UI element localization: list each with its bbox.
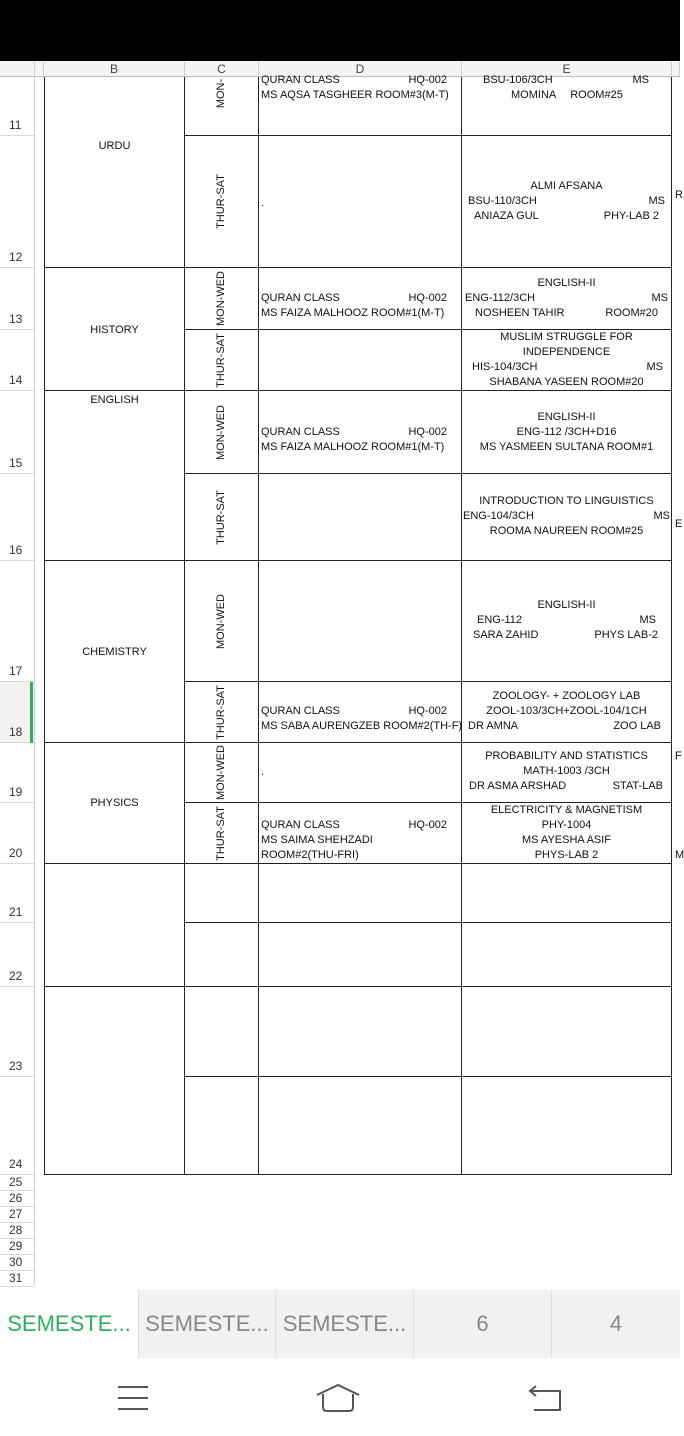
row-header-21[interactable]: 21 [0, 864, 34, 923]
cell-c-19[interactable]: MON-WED [185, 743, 259, 803]
cell-c-18[interactable]: THUR-SAT [185, 682, 259, 743]
cell-b-history[interactable] [44, 268, 185, 391]
row-header-23[interactable]: 23 [0, 987, 34, 1077]
cell-d-16[interactable] [259, 474, 462, 561]
sheet-tab-4[interactable]: 6 [414, 1290, 552, 1358]
row-header-19[interactable]: 19 [0, 743, 34, 803]
cell-d-20[interactable]: QURAN CLASS HQ-002 MS SAIMA SHEHZADI ROOM#2(THU-FRI) [259, 803, 462, 864]
cell-e-16[interactable]: INTRODUCTION TO LINGUISTICS ENG-104/3CH MS ROOMA NAUREEN ROOM#25 [462, 474, 672, 561]
cell-b-empty-21[interactable] [44, 864, 185, 987]
cell-c-15[interactable]: MON-WED [185, 391, 259, 474]
cell-e-20[interactable]: ELECTRICITY & MAGNETISM PHY-1004 MS AYESHA ASIF PHYS-LAB 2 [462, 803, 672, 864]
back-nav-button[interactable] [526, 1378, 566, 1418]
cell-e-21[interactable] [462, 864, 672, 923]
row-header-27[interactable]: 27 [0, 1207, 34, 1223]
subject-label: CHEMISTRY [82, 646, 147, 658]
cell-e-17[interactable]: ENGLISH-II ENG-112 MS SARA ZAHID PHYS LAB-2 [462, 561, 672, 682]
status-bar [0, 0, 680, 61]
row-header-25[interactable]: 25 [0, 1175, 34, 1191]
cell-c-23[interactable] [185, 987, 259, 1077]
row-header-26[interactable]: 26 [0, 1191, 34, 1207]
cell-e-24[interactable] [462, 1077, 672, 1175]
row-header-31[interactable]: 31 [0, 1271, 34, 1287]
cell-d-19[interactable]: . [259, 743, 462, 803]
cell-b-english[interactable] [44, 391, 185, 561]
cell-c-14[interactable]: THUR-SAT [185, 330, 259, 391]
cell-d-15[interactable]: QURAN CLASS HQ-002 MS FAIZA MALHOOZ ROOM#1(M-T) [259, 391, 462, 474]
cell-e-12[interactable]: ALMI AFSANA BSU-110/3CH MS ANIAZA GUL PHY-LAB 2 [462, 136, 672, 268]
cell-d-24[interactable] [259, 1077, 462, 1175]
subject-label: URDU [98, 140, 131, 152]
row-header-15[interactable]: 15 [0, 391, 34, 474]
column-header-f[interactable] [672, 61, 680, 77]
cell-d-21[interactable] [259, 864, 462, 923]
cell-e-19[interactable]: PROBABILITY AND STATISTICS MATH-1003 /3CH DR ASMA ARSHAD STAT-LAB [462, 743, 672, 803]
cell-c-21[interactable] [185, 864, 259, 923]
cell-f-20[interactable]: M [675, 849, 684, 861]
cell-f-12[interactable]: R [675, 189, 683, 201]
cell-b-empty-23[interactable] [44, 987, 185, 1175]
subject-label: ENGLISH [90, 394, 139, 406]
cell-b-physics[interactable] [44, 743, 185, 864]
subject-label: PHYSICS [90, 797, 139, 809]
column-header-b[interactable]: B [44, 61, 185, 77]
row-header-29[interactable]: 29 [0, 1239, 34, 1255]
system-navigation-bar [0, 1358, 680, 1436]
row-header-20[interactable]: 20 [0, 803, 34, 864]
cell-c-12[interactable]: THUR-SAT [185, 136, 259, 268]
cell-c-17[interactable]: MON-WED [185, 561, 259, 682]
row-header-18[interactable]: 18 [0, 682, 34, 743]
cell-f-19[interactable]: F [675, 750, 682, 762]
cell-c-24[interactable] [185, 1077, 259, 1175]
cell-b-chemistry[interactable] [44, 561, 185, 743]
cell-c-13[interactable]: MON-WED [185, 268, 259, 330]
selected-row-indicator [30, 682, 33, 743]
cell-e-11[interactable]: BSU-106/3CH MS MOMINA ROOM#25 [462, 77, 672, 136]
subject-label: HISTORY [90, 324, 139, 336]
cell-f-15[interactable]: E [675, 518, 683, 530]
cell-c-22[interactable] [185, 923, 259, 987]
sheet-tab-1[interactable]: SEMESTE... [0, 1290, 139, 1358]
cell-d-23[interactable] [259, 987, 462, 1077]
sheet-tab-2[interactable]: SEMESTE... [139, 1290, 276, 1358]
row-header-11[interactable]: 11 [0, 77, 34, 136]
cell-e-15[interactable]: ENGLISH-II ENG-112 /3CH+D16 MS YASMEEN SULTANA ROOM#1 [462, 391, 672, 474]
row-header-30[interactable]: 30 [0, 1255, 34, 1271]
sheet-tab-3[interactable]: SEMESTE... [276, 1290, 414, 1358]
cell-e-18[interactable]: ZOOLOGY- + ZOOLOGY LAB ZOOL-103/3CH+ZOOL-104/1CH DR AMNA ZOO LAB [462, 682, 672, 743]
cell-d-13[interactable]: QURAN CLASS HQ-002 MS FAIZA MALHOOZ ROOM#1(M-T) [259, 268, 462, 330]
row-header-17[interactable]: 17 [0, 561, 34, 682]
cell-b-urdu[interactable] [44, 77, 185, 268]
row-header-12[interactable]: 12 [0, 136, 34, 268]
cell-c-11[interactable]: MON- [185, 77, 259, 136]
row-header-22[interactable]: 22 [0, 923, 34, 987]
cell-d-14[interactable] [259, 330, 462, 391]
sheet-tabs [0, 1290, 680, 1358]
column-header-c[interactable]: C [185, 61, 259, 77]
cell-c-16[interactable]: THUR-SAT [185, 474, 259, 561]
column-header-e[interactable]: E [462, 61, 672, 77]
back-icon [528, 1384, 564, 1412]
row-header-24[interactable]: 24 [0, 1077, 34, 1175]
column-header-d[interactable]: D [259, 61, 462, 77]
cell-e-23[interactable] [462, 987, 672, 1077]
cell-d-11[interactable]: QURAN CLASS HQ-002 MS AQSA TASGHEER ROOM#3(M-T) [259, 77, 462, 136]
sheet-tab-5[interactable]: 4 [609, 1311, 623, 1336]
menu-nav-button[interactable] [113, 1378, 153, 1418]
cell-d-17[interactable] [259, 561, 462, 682]
cell-e-13[interactable]: ENGLISH-II ENG-112/3CH MS NOSHEEN TAHIR ROOM#20 [462, 268, 672, 330]
cell-d-22[interactable] [259, 923, 462, 987]
row-header-16[interactable]: 16 [0, 474, 34, 561]
row-header-28[interactable]: 28 [0, 1223, 34, 1239]
row-header-13[interactable]: 13 [0, 268, 34, 330]
cell-d-18[interactable]: QURAN CLASS HQ-002 MS SABA AURENGZEB ROOM#2(TH-F) [259, 682, 462, 743]
cell-c-20[interactable]: THUR-SAT [185, 803, 259, 864]
menu-icon [117, 1385, 149, 1411]
cell-d-12[interactable]: . [259, 136, 462, 268]
cell-e-22[interactable] [462, 923, 672, 987]
row-header-14[interactable]: 14 [0, 330, 34, 391]
cell-e-14[interactable]: MUSLIM STRUGGLE FOR INDEPENDENCE HIS-104/3CH MS SHABANA YASEEN ROOM#20 [462, 330, 672, 391]
home-nav-button[interactable] [318, 1378, 358, 1418]
home-icon [315, 1383, 361, 1413]
